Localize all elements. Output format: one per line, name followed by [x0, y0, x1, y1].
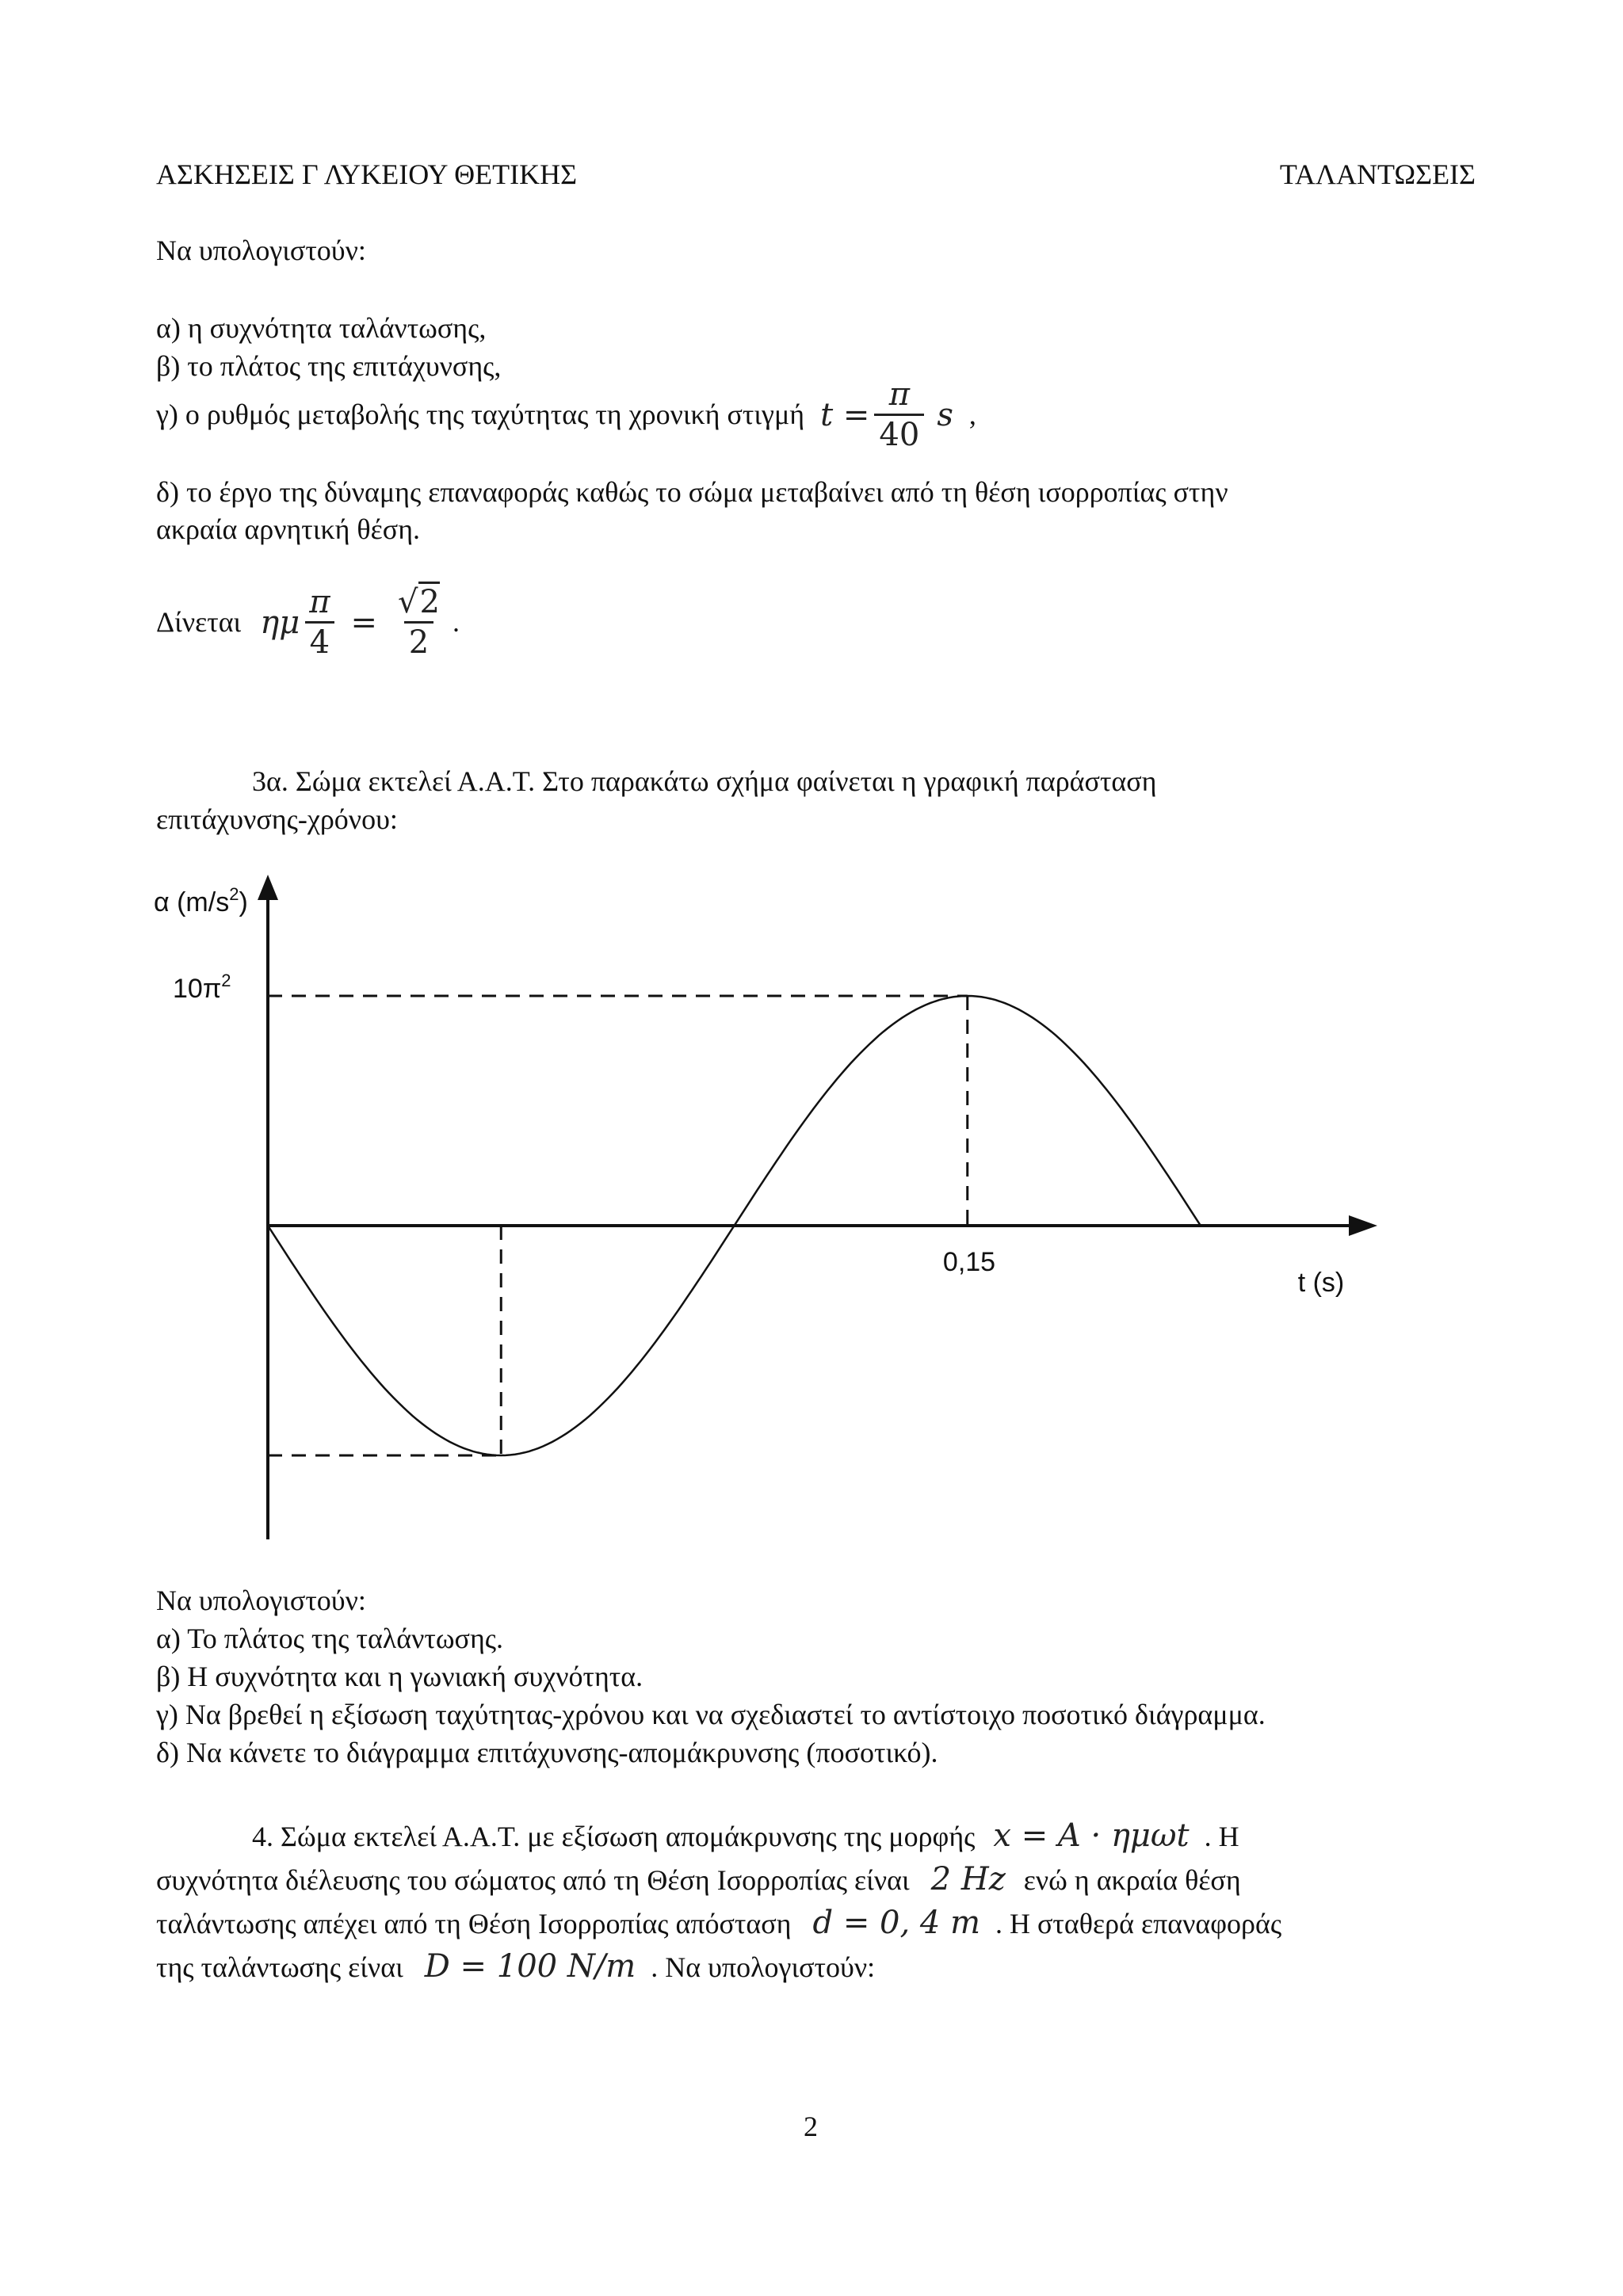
prev-item-a: α) η συχνότητα ταλάντωσης,	[156, 312, 487, 344]
ex4-line3: ταλάντωσης απέχει από τη Θέση Ισορροπίας απόσταση d = 0, 4 m . Η σταθερά επαναφοράς	[156, 1905, 1282, 1941]
time-equation: t = $\frac{\pi}{40}$ s	[820, 376, 953, 453]
prev-item-c: γ) ο ρυθμός μεταβολής της ταχύτητας τη χρονική στιγμή t = $\frac{\pi}{40}$ s ,	[156, 376, 976, 453]
ex3-intro: Να υπολογιστούν:	[156, 1585, 366, 1616]
restoring-constant-value: D = 100 N/m	[424, 1948, 636, 1985]
prev-item-c-text: γ) ο ρυθμός μεταβολής της ταχύτητας τη χρονική στιγμή	[156, 399, 805, 431]
given-formula: Δίνεται ημ $\frac{\pi}{4}$ = $\frac{√2}{2}$ .	[156, 586, 460, 658]
header-left: ΑΣΚΗΣΕΙΣ Γ ΛΥΚΕΙΟΥ ΘΕΤΙΚΗΣ	[156, 158, 578, 190]
given-label: Δίνεται	[156, 606, 242, 639]
ex3-item-d: δ) Να κάνετε το διάγραμμα επιτάχυνσης-απομάκρυνσης (ποσοτικό).	[156, 1737, 938, 1768]
prev-item-d-line2: ακραία αρνητική θέση.	[156, 513, 421, 545]
ex3-item-b: β) Η συχνότητα και η γωνιακή συχνότητα.	[156, 1661, 643, 1692]
distance-value: d = 0, 4 m	[812, 1905, 981, 1941]
page-number: 2	[804, 2111, 818, 2142]
prev-item-d-line1: δ) το έργο της δύναμης επαναφοράς καθώς το σώμα μεταβαίνει από τη θέση ισορροπίας στην	[156, 476, 1228, 508]
prev-item-b: β) το πλάτος της επιτάχυνσης,	[156, 350, 502, 382]
acceleration-time-chart	[143, 871, 1379, 1545]
ex4-line2: συχνότητα διέλευσης του σώματος από τη Θέση Ισορροπίας είναι 2 Hz ενώ η ακραία θέση	[156, 1861, 1241, 1897]
frequency-value: 2 Hz	[930, 1861, 1006, 1897]
sin-identity: ημ $\frac{\pi}{4}$ = $\frac{√2}{2}$	[260, 586, 449, 658]
ex3-line1: 3α. Σώμα εκτελεί Α.Α.Τ. Στο παρακάτω σχήμα φαίνεται η γραφική παράσταση	[252, 765, 1157, 797]
y-tick-label: $10\pi^2$	[173, 971, 231, 1004]
ex3-item-a: α) Το πλάτος της ταλάντωσης.	[156, 1623, 504, 1654]
prev-intro: Να υπολογιστούν:	[156, 235, 366, 266]
ex4-line4: της ταλάντωσης είναι D = 100 N/m . Να υπολογιστούν:	[156, 1948, 876, 1985]
header-right: ΤΑΛΑΝΤΩΣΕΙΣ	[1279, 158, 1476, 190]
x-axis-arrow	[1349, 1215, 1377, 1236]
ex4-line1: 4. Σώμα εκτελεί Α.Α.Τ. με εξίσωση απομάκρυνσης της μορφής x = A · ημωt . Η	[252, 1817, 1239, 1854]
ex3-item-c: γ) Να βρεθεί η εξίσωση ταχύτητας-χρόνου και να σχεδιαστεί το αντίστοιχο ποσοτικό διάγραμμα.	[156, 1699, 1266, 1730]
x-tick-label: 0,15	[942, 1247, 996, 1277]
displacement-equation: x = A · ημωt	[993, 1817, 1190, 1854]
ex3-line2: επιτάχυνσης-χρόνου:	[156, 803, 398, 835]
y-axis-arrow	[258, 875, 278, 900]
x-axis-label: t (s)	[1297, 1268, 1345, 1298]
y-axis-label: α $(m/s^2)$	[154, 884, 248, 917]
